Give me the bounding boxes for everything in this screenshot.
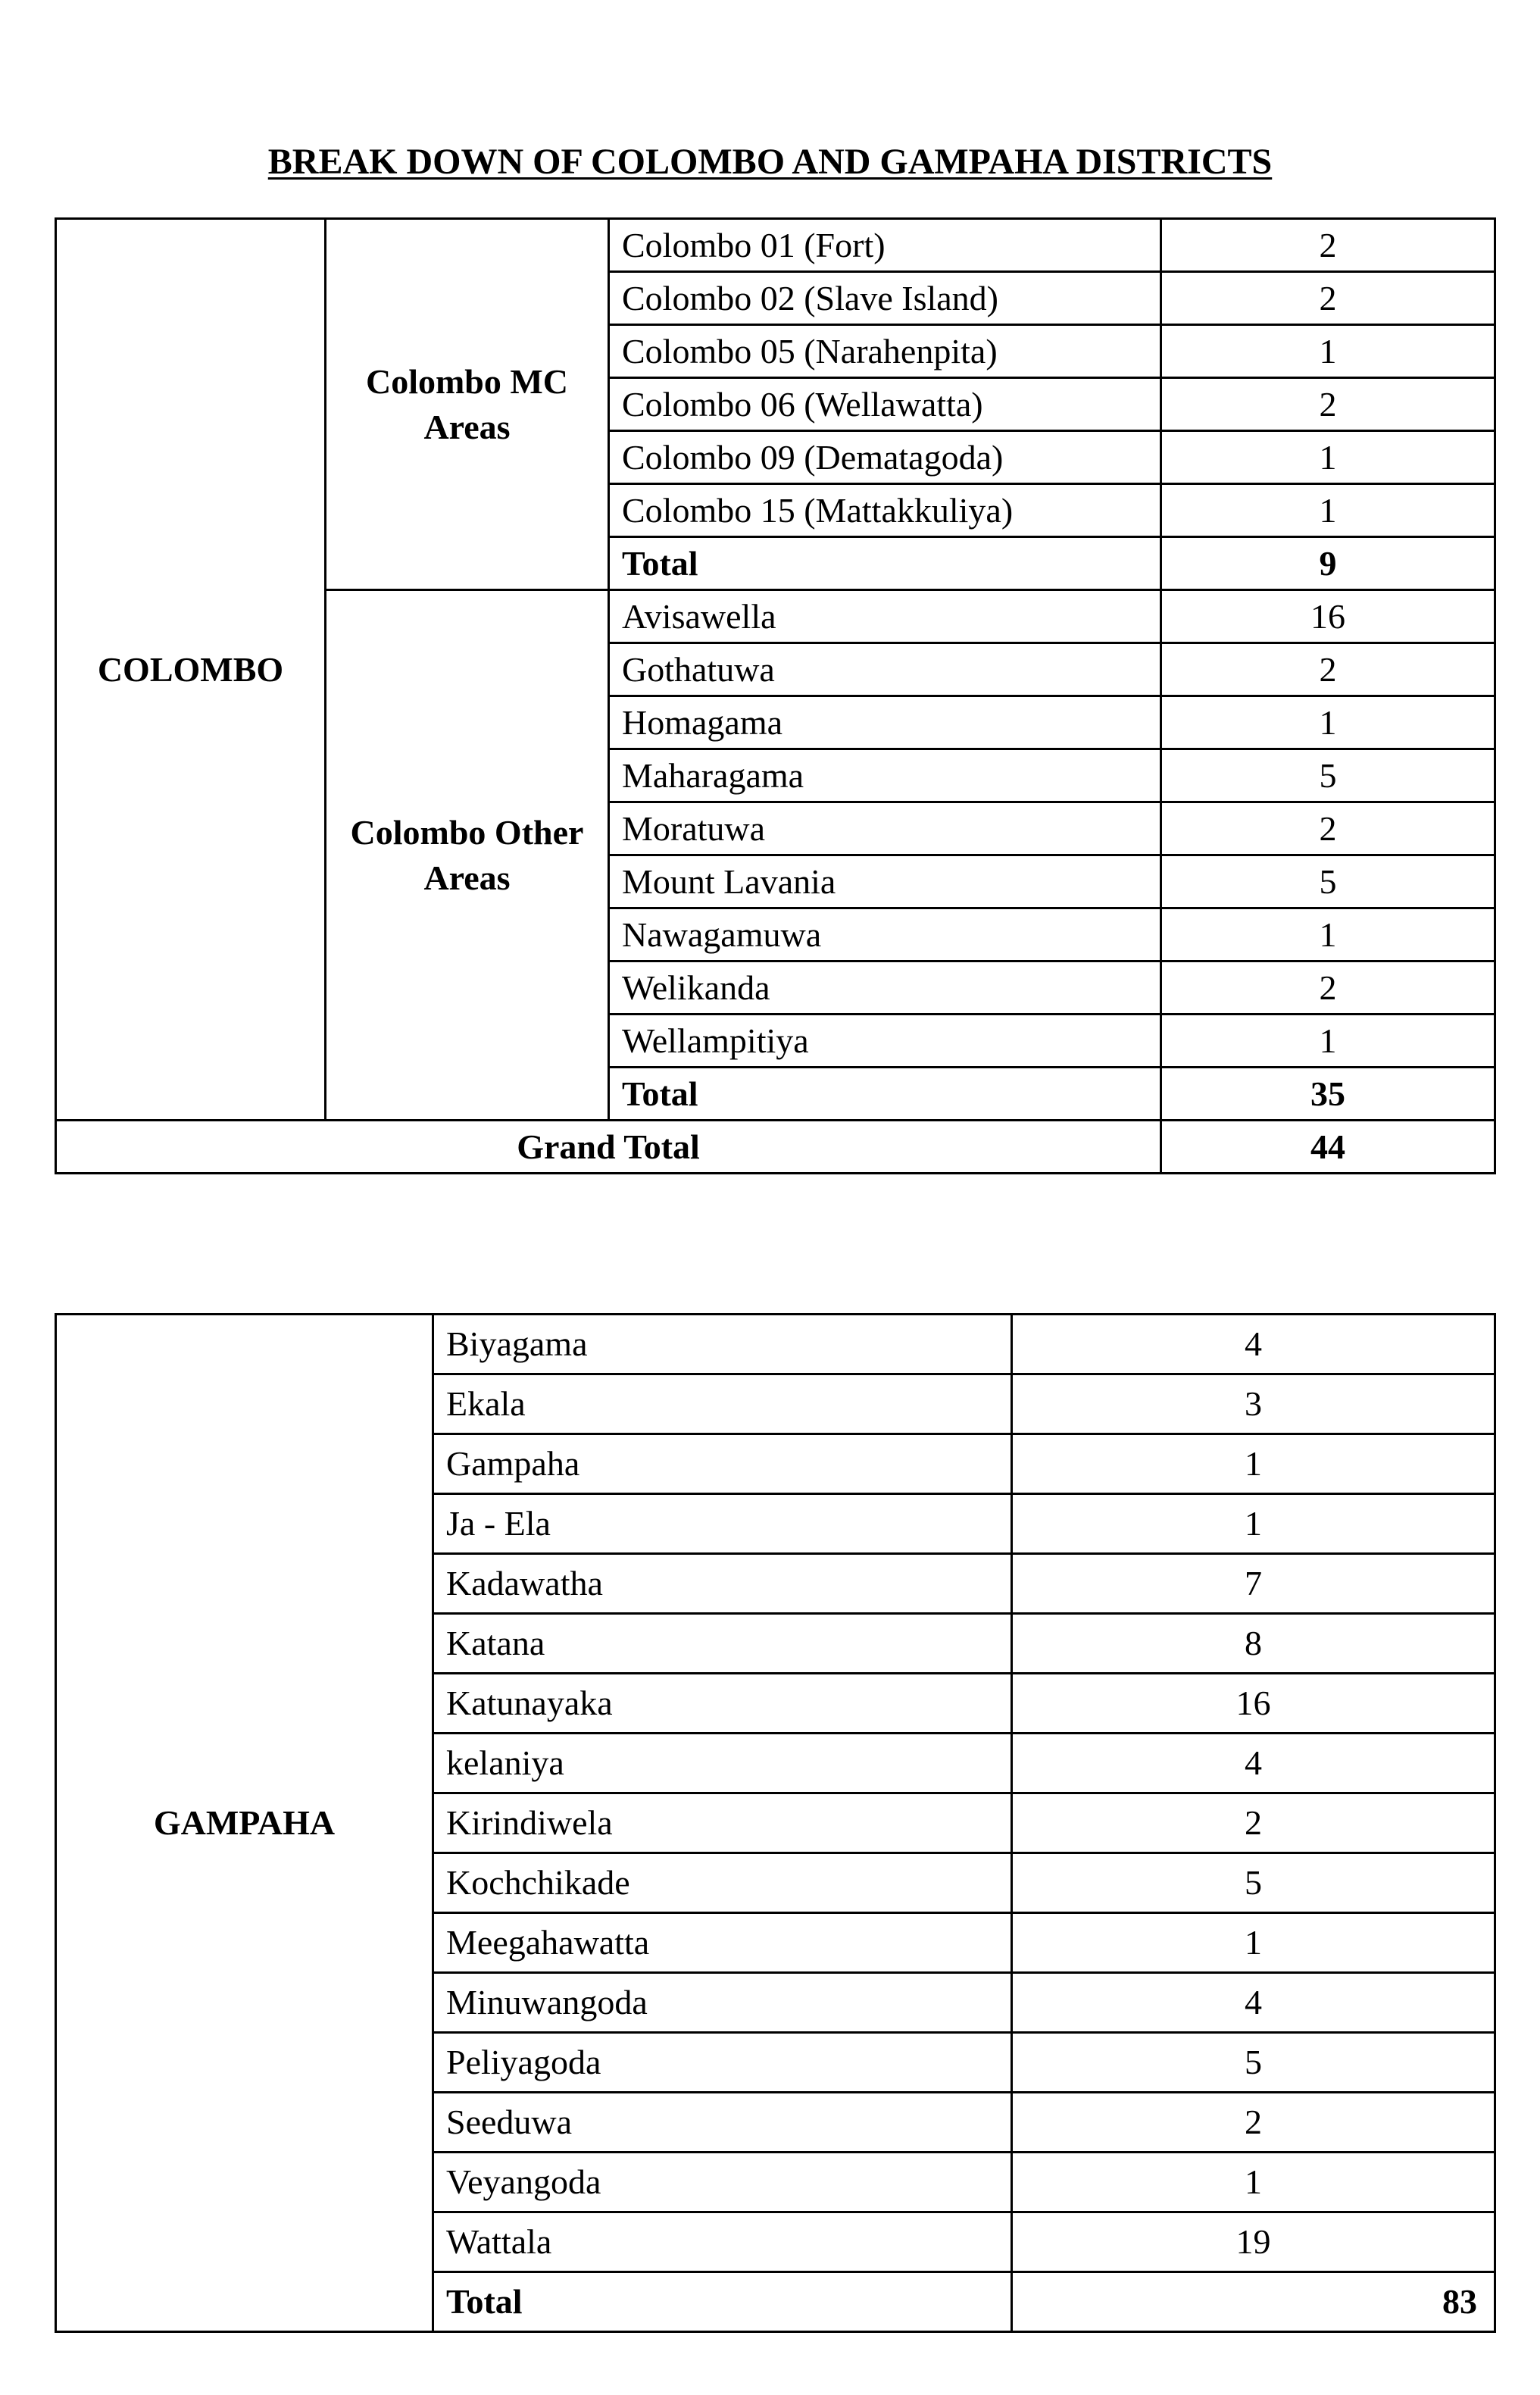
area-count: 4	[1012, 1973, 1495, 2033]
colombo-other-areas-label: Colombo Other Areas	[326, 590, 609, 1121]
area-name: Colombo 05 (Narahenpita)	[609, 325, 1161, 378]
area-count: 1	[1161, 431, 1495, 484]
area-count: 1	[1012, 1434, 1495, 1494]
area-count: 3	[1012, 1374, 1495, 1434]
area-name: Katunayaka	[433, 1674, 1012, 1734]
area-name: Colombo 09 (Dematagoda)	[609, 431, 1161, 484]
area-name: Wattala	[433, 2212, 1012, 2272]
subtotal-value: 35	[1161, 1068, 1495, 1121]
area-name: Meegahawatta	[433, 1913, 1012, 1973]
area-name: Gothatuwa	[609, 643, 1161, 696]
area-name: Mount Lavania	[609, 855, 1161, 908]
area-name: Kadawatha	[433, 1554, 1012, 1614]
area-count: 4	[1012, 1315, 1495, 1374]
area-count: 1	[1012, 2153, 1495, 2212]
colombo-mc-areas-label: Colombo MC Areas	[326, 219, 609, 590]
subtotal-label: Total	[609, 537, 1161, 590]
area-name: Seeduwa	[433, 2093, 1012, 2153]
area-name: Gampaha	[433, 1434, 1012, 1494]
area-count: 5	[1161, 749, 1495, 802]
area-name: Colombo 15 (Mattakkuliya)	[609, 484, 1161, 537]
area-count: 2	[1161, 378, 1495, 431]
area-name: Moratuwa	[609, 802, 1161, 855]
area-name: Veyangoda	[433, 2153, 1012, 2212]
page-title: BREAK DOWN OF COLOMBO AND GAMPAHA DISTRICTS	[267, 142, 1273, 182]
area-count: 2	[1161, 272, 1495, 325]
gampaha-breakdown-table	[55, 1313, 1496, 2333]
area-name: Homagama	[609, 696, 1161, 749]
area-name: Minuwangoda	[433, 1973, 1012, 2033]
area-count: 19	[1012, 2212, 1495, 2272]
area-count: 2	[1012, 2093, 1495, 2153]
area-count: 1	[1161, 325, 1495, 378]
area-name: Colombo 01 (Fort)	[609, 219, 1161, 272]
area-count: 1	[1012, 1494, 1495, 1554]
area-count: 2	[1161, 802, 1495, 855]
area-name: Welikanda	[609, 961, 1161, 1015]
table-row	[56, 219, 1495, 272]
area-count: 1	[1161, 1015, 1495, 1068]
area-name: Nawagamuwa	[609, 908, 1161, 961]
area-count: 8	[1012, 1614, 1495, 1674]
area-count: 2	[1161, 219, 1495, 272]
area-name: Peliyagoda	[433, 2033, 1012, 2093]
area-name: Colombo 06 (Wellawatta)	[609, 378, 1161, 431]
area-count: 7	[1012, 1554, 1495, 1614]
subtotal-value: 9	[1161, 537, 1495, 590]
subtotal-label: Total	[609, 1068, 1161, 1121]
area-name: Ja - Ela	[433, 1494, 1012, 1554]
area-name: Maharagama	[609, 749, 1161, 802]
area-count: 2	[1161, 643, 1495, 696]
area-name: Wellampitiya	[609, 1015, 1161, 1068]
district-gampaha-label: GAMPAHA	[56, 1315, 433, 2332]
colombo-breakdown-table	[55, 217, 1496, 1174]
area-count: 16	[1012, 1674, 1495, 1734]
area-name: Biyagama	[433, 1315, 1012, 1374]
grand-total-value: 44	[1161, 1121, 1495, 1174]
area-count: 5	[1012, 2033, 1495, 2093]
subtotal-value: 83	[1012, 2272, 1495, 2332]
area-count: 1	[1161, 696, 1495, 749]
grand-total-row	[56, 1121, 1495, 1174]
area-count: 16	[1161, 590, 1495, 643]
area-name: Kirindiwela	[433, 1793, 1012, 1853]
subtotal-label: Total	[433, 2272, 1012, 2332]
table-row	[56, 1315, 1495, 1374]
area-count: 2	[1161, 961, 1495, 1015]
area-name: Avisawella	[609, 590, 1161, 643]
area-name: Katana	[433, 1614, 1012, 1674]
area-name: Colombo 02 (Slave Island)	[609, 272, 1161, 325]
grand-total-label: Grand Total	[56, 1121, 1161, 1174]
district-colombo-label: COLOMBO	[56, 219, 326, 1121]
area-count: 5	[1012, 1853, 1495, 1913]
area-count: 2	[1012, 1793, 1495, 1853]
area-count: 1	[1161, 484, 1495, 537]
area-count: 5	[1161, 855, 1495, 908]
area-name: Kochchikade	[433, 1853, 1012, 1913]
area-count: 4	[1012, 1734, 1495, 1793]
area-count: 1	[1012, 1913, 1495, 1973]
area-count: 1	[1161, 908, 1495, 961]
area-name: kelaniya	[433, 1734, 1012, 1793]
area-name: Ekala	[433, 1374, 1012, 1434]
